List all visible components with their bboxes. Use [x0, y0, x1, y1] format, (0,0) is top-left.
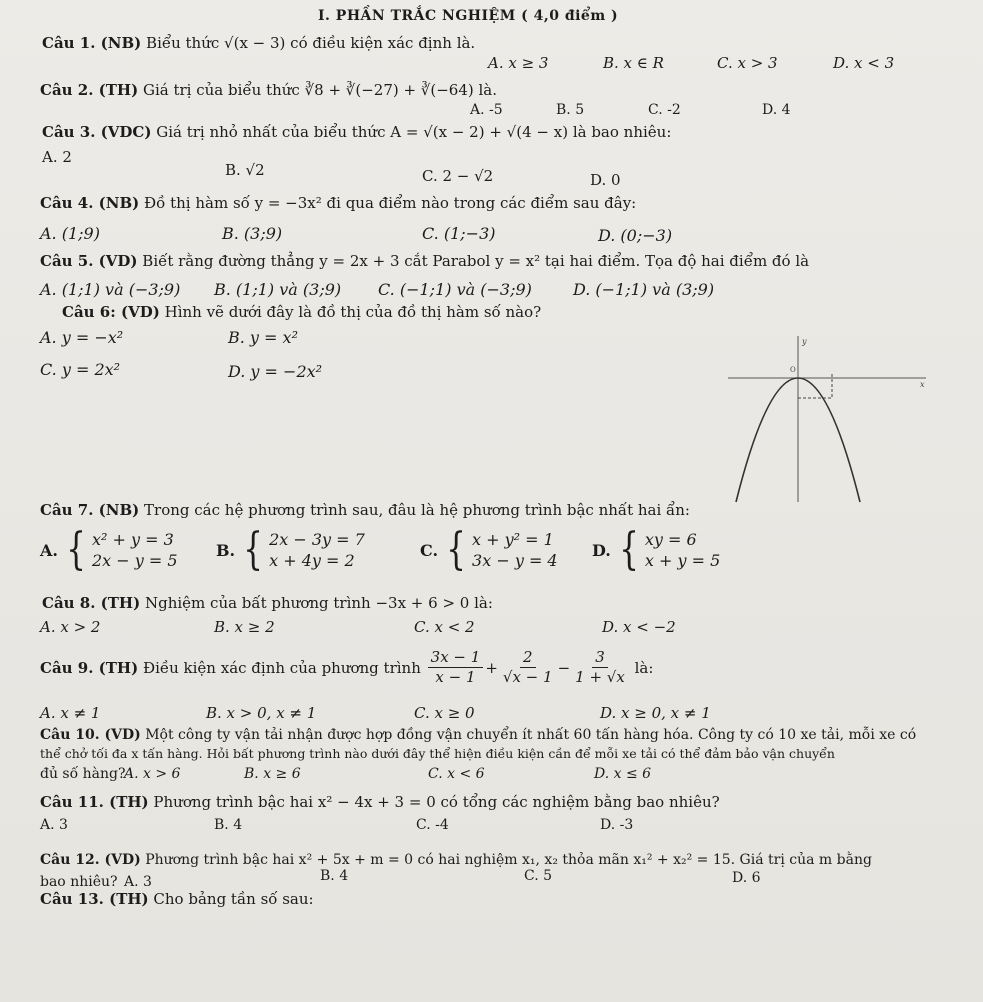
q6-option-a[interactable]: A. y = −x²: [40, 328, 124, 347]
question-4: [40, 193, 636, 213]
brace-icon: {: [243, 524, 263, 575]
q2-option-c[interactable]: C. -2: [648, 102, 681, 118]
q5-label: Câu 5. (VD): [40, 252, 138, 270]
q7-a-letter: A.: [40, 540, 58, 560]
q7-stem: Trong các hệ phương trình sau, đâu là hệ phương trình bậc nhất hai ẩn:: [144, 501, 690, 519]
q8-option-c[interactable]: C. x < 2: [414, 618, 475, 636]
q9-option-d[interactable]: D. x ≥ 0, x ≠ 1: [600, 704, 711, 722]
q9-fraction-1: [428, 648, 484, 687]
q3-option-d[interactable]: D. 0: [590, 171, 621, 189]
question-1: [42, 33, 475, 53]
q7-b-eq2: x + 4y = 2: [269, 551, 355, 570]
q6-option-d[interactable]: D. y = −2x²: [228, 362, 323, 381]
q9-option-a[interactable]: A. x ≠ 1: [40, 704, 101, 722]
q5-option-d[interactable]: D. (−1;1) và (3;9): [573, 280, 715, 299]
question-3: [42, 122, 671, 142]
q1-label: Câu 1. (NB): [42, 34, 142, 52]
q8-option-d[interactable]: D. x < −2: [602, 618, 676, 636]
q3-option-c[interactable]: C. 2 − √2: [422, 167, 494, 185]
q12-option-c[interactable]: C. 5: [524, 868, 553, 884]
q7-label: Câu 7. (NB): [40, 501, 140, 519]
q11-option-a[interactable]: A. 3: [40, 817, 68, 833]
q11-option-c[interactable]: C. -4: [416, 817, 449, 833]
q2-option-a[interactable]: A. -5: [470, 102, 503, 118]
q1-option-b[interactable]: B. x ∈ R: [603, 54, 664, 72]
brace-icon: {: [66, 524, 86, 575]
q12-stem: Phương trình bậc hai x² + 5x + m = 0 có hai nghiệm x₁, x₂ thỏa mãn x₁² + x₂² = 15. Giá trị của m bằng: [145, 852, 872, 868]
q10-option-c[interactable]: C. x < 6: [428, 766, 485, 782]
q5-option-c[interactable]: C. (−1;1) và (−3;9): [378, 280, 532, 299]
q4-option-c[interactable]: C. (1;−3): [422, 224, 496, 243]
q9-f3-num: 3: [592, 648, 608, 668]
q8-option-b[interactable]: B. x ≥ 2: [214, 618, 275, 636]
q12-label: Câu 12. (VD): [40, 852, 141, 868]
q4-label: Câu 4. (NB): [40, 194, 140, 212]
q11-option-b[interactable]: B. 4: [214, 817, 243, 833]
q4-stem: Đồ thị hàm số y = −3x² đi qua điểm nào trong các điểm sau đây:: [144, 194, 637, 212]
q9-stem: Điều kiện xác định của phương trình: [142, 658, 421, 677]
q1-stem: Biểu thức √(x − 3) có điều kiện xác định là.: [146, 34, 476, 52]
q13-label: Câu 13. (TH): [40, 890, 149, 908]
q2-option-b[interactable]: B. 5: [556, 102, 585, 118]
q9-f1-num: 3x − 1: [428, 648, 484, 668]
q3-label: Câu 3. (VDC): [42, 123, 152, 141]
q9-f1-den: x − 1: [435, 668, 476, 686]
q6-option-c[interactable]: C. y = 2x²: [40, 360, 121, 379]
q4-option-d[interactable]: D. (0;−3): [598, 226, 673, 245]
q12-option-a[interactable]: A. 3: [124, 874, 152, 890]
question-2: [40, 80, 497, 100]
q11-stem: Phương trình bậc hai x² − 4x + 3 = 0 có tổng các nghiệm bằng bao nhiêu?: [153, 793, 720, 811]
q12-option-b[interactable]: B. 4: [320, 868, 349, 884]
q9-tail: là:: [634, 658, 654, 677]
q10-label: Câu 10. (VD): [40, 727, 141, 743]
q7-c-letter: C.: [420, 540, 439, 560]
question-6: [62, 302, 541, 322]
q8-stem: Nghiệm của bất phương trình −3x + 6 > 0 là:: [144, 594, 493, 612]
q12-option-d[interactable]: D. 6: [732, 870, 761, 886]
question-9: Câu 9. (TH) Điều kiện xác định của phương trình $\frac{3x - 1}{x - 1}$ + $\frac{2}{√x - 1}$ − $\frac{3}{1 + √x}$ là:: [40, 648, 654, 686]
q7-a-eq2: 2x − y = 5: [91, 551, 178, 570]
q7-option-c[interactable]: [420, 524, 558, 575]
question-13: [40, 889, 314, 909]
q9-option-b[interactable]: B. x > 0, x ≠ 1: [206, 704, 317, 722]
q2-option-d[interactable]: D. 4: [762, 102, 791, 118]
y-axis-label: y: [802, 337, 807, 346]
question-10: [40, 725, 916, 745]
q11-label: Câu 11. (TH): [40, 793, 149, 811]
q7-option-a[interactable]: [40, 524, 178, 575]
q9-option-c[interactable]: C. x ≥ 0: [414, 704, 475, 722]
q7-d-eq2: x + y = 5: [644, 551, 721, 570]
brace-icon: {: [446, 524, 466, 575]
q9-label: Câu 9. (TH): [40, 658, 139, 677]
q13-stem: Cho bảng tần số sau:: [153, 890, 314, 908]
q9-fraction-2: [500, 648, 556, 687]
q5-option-a[interactable]: A. (1;1) và (−3;9): [40, 280, 181, 299]
question-11: [40, 792, 720, 812]
q7-d-eq1: xy = 6: [644, 530, 697, 549]
q4-option-a[interactable]: A. (1;9): [40, 224, 100, 243]
q7-c-eq1: x + y² = 1: [472, 530, 554, 549]
q8-option-a[interactable]: A. x > 2: [40, 618, 101, 636]
q10-option-d[interactable]: D. x ≤ 6: [594, 766, 652, 782]
question-12: [40, 850, 872, 870]
question-8: [42, 593, 493, 613]
q7-b-eq1: 2x − 3y = 7: [269, 530, 365, 549]
parabola-graph: [728, 332, 928, 504]
q10-stem-1: Một công ty vận tải nhận được hợp đồng vận chuyển ít nhất 60 tấn hàng hóa. Công ty có 10 xe tải, mỗi xe có: [145, 727, 917, 743]
x-axis-label: x: [920, 380, 925, 389]
q3-option-a[interactable]: A. 2: [42, 148, 72, 166]
q6-label: Câu 6: (VD): [62, 303, 160, 321]
q2-stem: Giá trị của biểu thức ∛8 + ∛(−27) + ∛(−64) là.: [142, 81, 498, 99]
q3-option-b[interactable]: B. √2: [225, 161, 265, 179]
q11-option-d[interactable]: D. -3: [600, 817, 634, 833]
q1-option-d[interactable]: D. x < 3: [833, 54, 895, 72]
section-title: I. PHẦN TRẮC NGHIỆM ( 4,0 điểm ): [318, 8, 619, 24]
q7-c-eq2: 3x − y = 4: [472, 551, 558, 570]
origin-label: O: [790, 366, 796, 374]
q10-stem-3: đủ số hàng?: [40, 766, 126, 782]
q9-f2-num: 2: [520, 648, 536, 668]
q6-stem: Hình vẽ dưới đây là đồ thị của đồ thị hàm số nào?: [164, 303, 542, 321]
q6-option-b[interactable]: B. y = x²: [228, 328, 298, 347]
q10-option-a[interactable]: A. x > 6: [124, 766, 181, 782]
q7-option-d[interactable]: [592, 524, 721, 575]
q9-f2-den: √x − 1: [502, 668, 553, 686]
q3-stem: Giá trị nhỏ nhất của biểu thức A = √(x − 2) + √(4 − x) là bao nhiêu:: [156, 123, 672, 141]
q4-option-b[interactable]: B. (3;9): [222, 224, 283, 243]
q9-f3-den: 1 + √x: [575, 668, 625, 686]
question-7: [40, 500, 690, 520]
q1-option-a[interactable]: A. x ≥ 3: [488, 54, 549, 72]
q7-d-letter: D.: [592, 540, 611, 560]
q5-stem: Biết rằng đường thẳng y = 2x + 3 cắt Parabol y = x² tại hai điểm. Tọa độ hai điểm đó là: [142, 252, 810, 270]
q7-b-letter: B.: [216, 540, 236, 560]
q9-fraction-3: [572, 648, 628, 687]
q10-stem-2: thể chở tối đa x tấn hàng. Hỏi bất phương trình nào dưới đây thể hiện điều kiện cần để mỗi xe tải có thể đảm bảo vận chuyển: [40, 746, 835, 761]
q12-stem-2: bao nhiêu?: [40, 874, 118, 890]
q2-label: Câu 2. (TH): [40, 81, 139, 99]
q7-a-eq1: x² + y = 3: [91, 530, 174, 549]
brace-icon: {: [619, 524, 639, 575]
q10-option-b[interactable]: B. x ≥ 6: [244, 766, 301, 782]
q5-option-b[interactable]: B. (1;1) và (3;9): [214, 280, 342, 299]
q8-label: Câu 8. (TH): [42, 594, 141, 612]
q7-option-b[interactable]: [216, 524, 365, 575]
question-5: [40, 251, 809, 271]
q1-option-c[interactable]: C. x > 3: [717, 54, 778, 72]
